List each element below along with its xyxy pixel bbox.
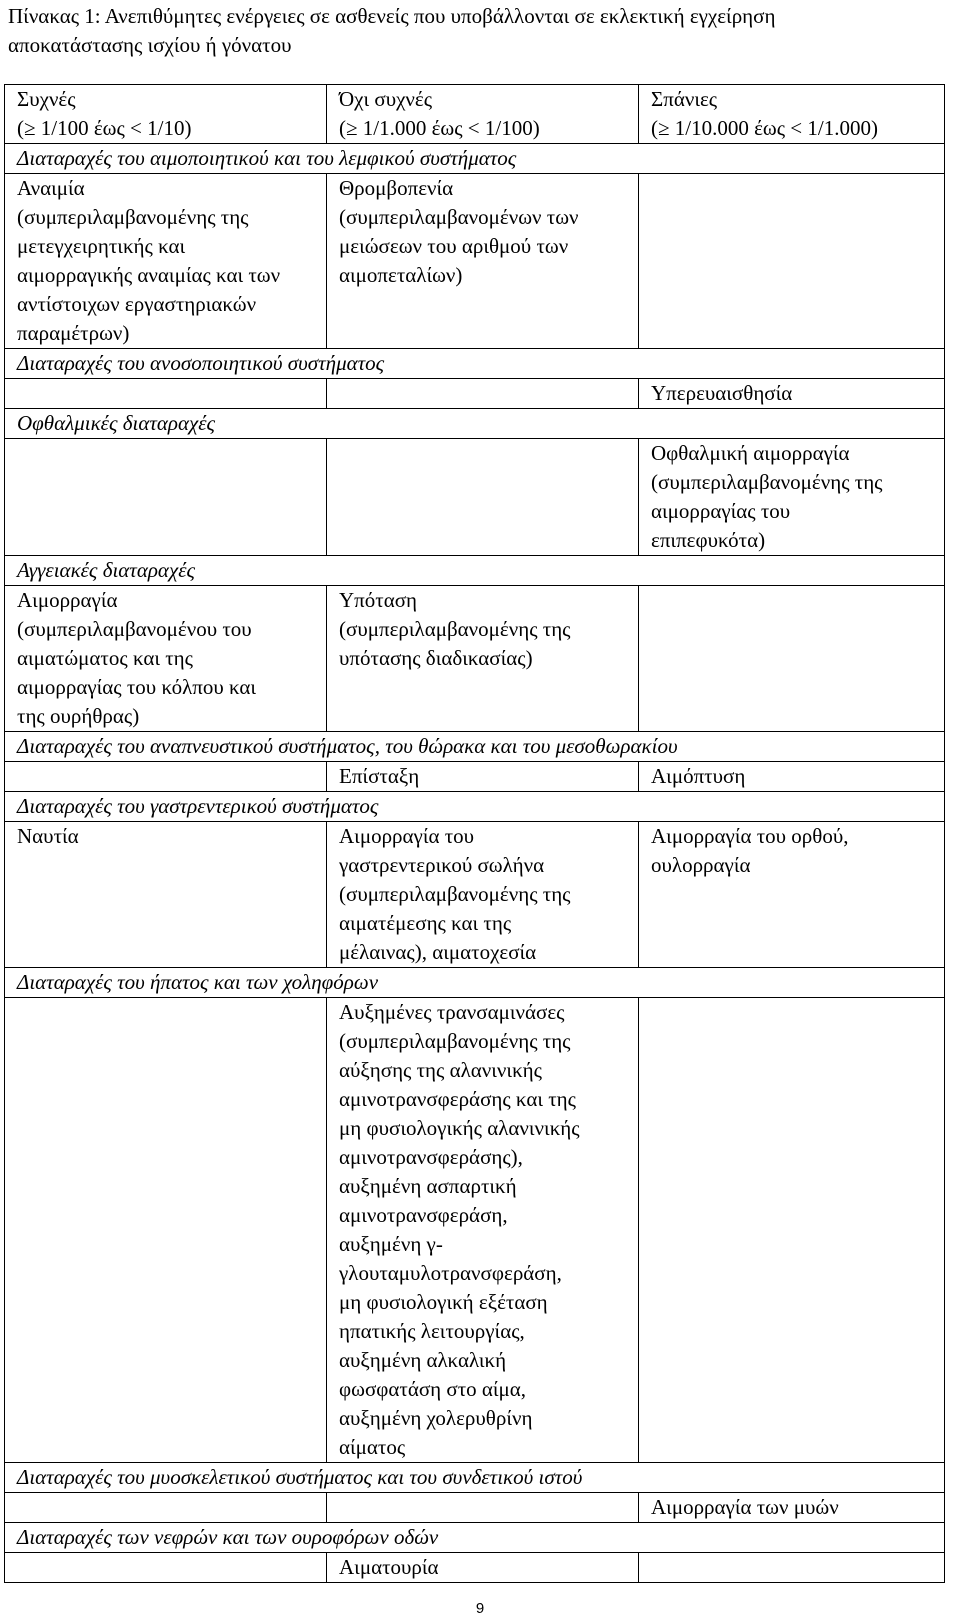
cell-line: αυξημένη αλκαλική (339, 1348, 507, 1372)
cell-line: αιματέμεσης και της (339, 911, 512, 935)
cell-rare (639, 822, 945, 968)
cell-common (5, 439, 327, 556)
organ-class-name: Διαταραχές του αναπνευστικού συστήματος, του θώρακα και του μεσοθωρακίου (5, 732, 945, 762)
header-common (5, 85, 327, 144)
cell-uncommon (327, 1553, 639, 1583)
cell-rare (639, 379, 945, 409)
caption-line-1: Πίνακας 1: Ανεπιθύμητες ενέργειες σε ασθενείς που υποβάλλονται σε εκλεκτική εγχείρηση (8, 4, 776, 28)
cell-line: παραμέτρων) (17, 321, 130, 345)
cell-line: ουλορραγία (651, 853, 751, 877)
cell-rare (639, 762, 945, 792)
cell-line: Αιμορραγία του (339, 824, 475, 848)
organ-class-row (5, 732, 945, 762)
organ-class-name: Διαταραχές του ήπατος και των χοληφόρων (5, 968, 945, 998)
cell-rare (639, 998, 945, 1463)
cell-line: αιμορραγικής αναιμίας και των (17, 263, 281, 287)
cell-common (5, 822, 327, 968)
cell-uncommon (327, 379, 639, 409)
organ-class-name: Αγγειακές διαταραχές (5, 556, 945, 586)
adverse-reactions-table (4, 84, 945, 1583)
cell-line: Αιματουρία (339, 1555, 439, 1579)
frequency-header-row (5, 85, 945, 144)
cell-line: (≥ 1/10.000 έως < 1/1.000) (651, 116, 878, 140)
cell-uncommon (327, 439, 639, 556)
caption-line-2: αποκατάστασης ισχίου ή γόνατου (8, 33, 292, 57)
cell-line: αύξησης της αλανινικής (339, 1058, 542, 1082)
cell-uncommon (327, 762, 639, 792)
cell-line: Συχνές (17, 87, 76, 111)
cell-common (5, 586, 327, 732)
cell-line: αυξημένη γ- (339, 1232, 443, 1256)
organ-class-name: Διαταραχές του αιμοποιητικού και του λεμφικού συστήματος (5, 144, 945, 174)
table-caption (8, 2, 948, 60)
cell-rare (639, 439, 945, 556)
cell-rare (639, 1553, 945, 1583)
cell-line: Θρομβοπενία (339, 176, 454, 200)
table-row (5, 822, 945, 968)
cell-line: αίματος (339, 1435, 406, 1459)
cell-line: Αιμορραγία του ορθού, (651, 824, 849, 848)
cell-line: Όχι συχνές (339, 87, 433, 111)
organ-class-name: Διαταραχές των νεφρών και των ουροφόρων οδών (5, 1523, 945, 1553)
cell-line: αντίστοιχων εργαστηριακών (17, 292, 257, 316)
cell-line: Σπάνιες (651, 87, 718, 111)
cell-line: αιμορραγίας του κόλπου και (17, 675, 257, 699)
cell-line: μειώσεων του αριθμού των (339, 234, 569, 258)
cell-line: αυξημένη ασπαρτική (339, 1174, 517, 1198)
header-uncommon (327, 85, 639, 144)
page-number: 9 (475, 1600, 485, 1617)
cell-line: (συμπεριλαμβανομένης της (651, 470, 883, 494)
organ-class-row (5, 968, 945, 998)
cell-line: (συμπεριλαμβανομένης της (339, 1029, 571, 1053)
cell-line: αιμορραγίας του (651, 499, 791, 523)
cell-line: Αιμορραγία (17, 588, 118, 612)
organ-class-row (5, 792, 945, 822)
cell-line: μετεγχειρητικής και (17, 234, 186, 258)
cell-line: γλουταμυλοτρανσφεράση, (339, 1261, 562, 1285)
organ-class-name: Διαταραχές του ανοσοποιητικού συστήματος (5, 349, 945, 379)
organ-class-row (5, 1463, 945, 1493)
cell-line: Ναυτία (17, 824, 79, 848)
cell-uncommon (327, 586, 639, 732)
cell-line: φωσφατάση στο αίμα, (339, 1377, 527, 1401)
organ-class-row (5, 144, 945, 174)
cell-line: αμινοτρανσφεράσης), (339, 1145, 523, 1169)
organ-class-name: Διαταραχές του γαστρεντερικού συστήματος (5, 792, 945, 822)
cell-uncommon (327, 1493, 639, 1523)
cell-uncommon (327, 998, 639, 1463)
cell-rare (639, 174, 945, 349)
cell-common (5, 174, 327, 349)
cell-line: Αιμορραγία των μυών (651, 1495, 839, 1519)
cell-line: υπότασης διαδικασίας) (339, 646, 533, 670)
table-row (5, 1553, 945, 1583)
table-row (5, 1493, 945, 1523)
cell-line: (συμπεριλαμβανομένου του (17, 617, 252, 641)
organ-class-row (5, 556, 945, 586)
organ-class-name: Διαταραχές του μυοσκελετικού συστήματος και του συνδετικού ιστού (5, 1463, 945, 1493)
cell-line: (συμπεριλαμβανομένης της (339, 882, 571, 906)
table-row (5, 174, 945, 349)
cell-line: της ουρήθρας) (17, 704, 140, 728)
cell-line: (συμπεριλαμβανομένης της (17, 205, 249, 229)
cell-line: Υπερευαισθησία (651, 381, 793, 405)
cell-common (5, 1493, 327, 1523)
table-row (5, 586, 945, 732)
cell-uncommon (327, 822, 639, 968)
cell-line: (συμπεριλαμβανομένων των (339, 205, 579, 229)
cell-line: αμινοτρανσφεράσης και της (339, 1087, 576, 1111)
cell-common (5, 998, 327, 1463)
cell-line: γαστρεντερικού σωλήνα (339, 853, 545, 877)
cell-line: Αναιμία (17, 176, 85, 200)
organ-class-row (5, 409, 945, 439)
header-rare (639, 85, 945, 144)
organ-class-name: Οφθαλμικές διαταραχές (5, 409, 945, 439)
cell-line: αιμοπεταλίων) (339, 263, 463, 287)
cell-line: αμινοτρανσφεράση, (339, 1203, 508, 1227)
cell-rare (639, 1493, 945, 1523)
cell-line: Οφθαλμική αιμορραγία (651, 441, 850, 465)
cell-common (5, 762, 327, 792)
table-row (5, 762, 945, 792)
cell-line: Υπόταση (339, 588, 418, 612)
organ-class-row (5, 1523, 945, 1553)
table-row (5, 379, 945, 409)
cell-rare (639, 586, 945, 732)
cell-line: αιματώματος και της (17, 646, 193, 670)
cell-line: (≥ 1/100 έως < 1/10) (17, 116, 192, 140)
cell-line: μη φυσιολογικής αλανινικής (339, 1116, 580, 1140)
table-row (5, 439, 945, 556)
cell-line: επιπεφυκότα) (651, 528, 766, 552)
cell-line: Αιμόπτυση (651, 764, 746, 788)
organ-class-row (5, 349, 945, 379)
cell-line: Επίσταξη (339, 764, 420, 788)
cell-uncommon (327, 174, 639, 349)
cell-line: αυξημένη χολερυθρίνη (339, 1406, 533, 1430)
cell-line: Αυξημένες τρανσαμινάσες (339, 1000, 565, 1024)
cell-common (5, 379, 327, 409)
table-row (5, 998, 945, 1463)
cell-line: ηπατικής λειτουργίας, (339, 1319, 525, 1343)
cell-line: (≥ 1/1.000 έως < 1/100) (339, 116, 540, 140)
cell-common (5, 1553, 327, 1583)
cell-line: (συμπεριλαμβανομένης της (339, 617, 571, 641)
cell-line: μη φυσιολογική εξέταση (339, 1290, 548, 1314)
cell-line: μέλαινας), αιματοχεσία (339, 940, 537, 964)
